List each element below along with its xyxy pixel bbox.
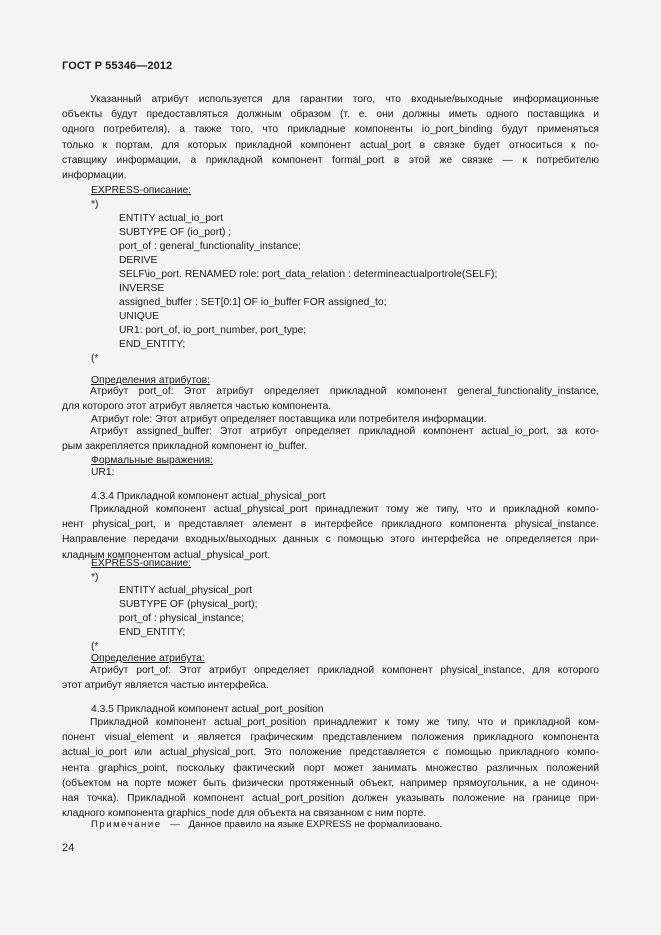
text-line: ставщику информации, а прикладной компонент formal_port в этой же связке — к потребителю [62, 154, 599, 166]
text-line: понент visual_element и является графическим представлением положения прикладного компонента [62, 732, 599, 744]
note-label: Примечание [91, 819, 162, 830]
code-line: UNIQUE [119, 311, 160, 322]
text-line: рым закрепляется прикладной компонент io_buffer. [62, 441, 308, 452]
section-title: Прикладной компонент actual_port_position [116, 704, 324, 715]
code-line: INVERSE [119, 283, 165, 294]
text-line: этот атрибут является частью интерфейса. [62, 680, 269, 692]
text-line: нент physical_port, и представляет элемент в интерфейсе прикладного компонента physical_instance. [62, 519, 599, 531]
attributes-heading: Определения атрибутов: [91, 375, 210, 386]
code-line: SUBTYPE OF (io_port) ; [119, 227, 232, 238]
section-number: 4.3.4 [91, 491, 114, 502]
express-heading: EXPRESS-описание: [91, 558, 192, 569]
code-line: END_ENTITY; [119, 339, 186, 350]
code-line: assigned_buffer : SET[0:1] OF io_buffer FOR assigned_to; [119, 297, 387, 308]
intro-paragraph [62, 92, 599, 183]
express-open: *) [91, 199, 99, 210]
text-line: ная точка). Прикладной компонент actual_port_position должен указывать положение на границе при- [62, 793, 599, 805]
section-435-body [62, 715, 599, 821]
text-line: объекты будут предоставляться должным образом (т. е. они должны иметь одного поставщика и [62, 109, 599, 121]
express-close: (* [91, 641, 99, 652]
code-line: port_of : general_functionality_instance; [119, 241, 302, 252]
text-line: Атрибут port_of: Этот атрибут определяет прикладной компонент physical_instance, для которого [90, 665, 599, 676]
attr-role: Атрибут role: Этот атрибут определяет поставщика или потребителя информации. [91, 414, 487, 425]
text-line: кладного компонента graphics_node для объекта на связанном с ним порте. [62, 808, 427, 820]
section-title: Прикладной компонент actual_physical_port [116, 491, 326, 502]
formal-expressions-heading: Формальные выражения: [91, 455, 213, 466]
code-line: DERIVE [119, 255, 158, 266]
code-line: UR1: port_of, io_port_number, port_type; [119, 325, 307, 336]
express-open: *) [91, 572, 99, 583]
attr-port-of [62, 384, 599, 414]
section-number: 4.3.5 [91, 704, 114, 715]
attr-assigned-buffer [62, 424, 599, 454]
formal-ur1: UR1: [91, 467, 115, 478]
text-line: информации. [62, 170, 127, 182]
express-close: (* [91, 353, 99, 364]
page-number: 24 [62, 842, 75, 854]
text-line: одного потребителя), а также того, что прикладные компоненты io_port_binding будут применяться [62, 124, 599, 136]
text-line: Атрибут assigned_buffer: Этот атрибут определяет прикладной компонент actual_io_port, за кото- [90, 426, 599, 437]
text-line: (объектом на порте может быть физически протяженный объект, например прямоугольник, а не одиноч- [62, 777, 599, 789]
note [91, 818, 442, 832]
text-line: Прикладной компонент actual_port_position принадлежит к тому же типу, что и прикладной ком- [90, 717, 599, 728]
code-line: ENTITY actual_io_port [119, 213, 223, 224]
text-line: Указанный атрибут используется для гарантии того, что входные/выходные информационные [90, 94, 599, 105]
text-line: только к портам, для которых прикладной компонент actual_port в связке будет относиться к по- [62, 139, 599, 151]
section-434-body [62, 502, 599, 563]
text-line: Атрибут port_of: Этот атрибут определяет прикладной компонент general_functionality_instance, [90, 386, 599, 397]
attribute-definition-heading: Определение атрибута: [91, 653, 205, 664]
code-line: port_of : physical_instance; [119, 613, 244, 624]
document-header: ГОСТ Р 55346—2012 [62, 60, 173, 72]
text-line: Прикладной компонент actual_physical_port принадлежит тому же типу, что и прикладной компо- [90, 504, 599, 515]
code-line: SUBTYPE OF (physical_port); [119, 599, 258, 610]
code-line: END_ENTITY; [119, 627, 186, 638]
text-line: нента graphics_point, поскольку фактический порт может занимать множество различных положений [62, 762, 599, 774]
note-dash: — [170, 819, 180, 830]
text-line: кладным компонентом actual_physical_port. [62, 549, 271, 561]
text-line: для которого этот атрибут является частью компонента. [62, 401, 332, 412]
text-line: Направление передачи входных/выходных данных с помощью этого интерфейса не определяется при- [62, 534, 599, 546]
text-line: actual_io_port или actual_physical_port. Это положение представляется с помощью прикладного компо- [62, 747, 599, 759]
section-434-attr [62, 663, 599, 693]
code-line: ENTITY actual_physical_port [119, 585, 253, 596]
note-text: Данное правило на языке EXPRESS не формализовано. [188, 819, 443, 830]
code-line: SELF\io_port. RENAMED role: port_data_relation : determineactualportrole(SELF); [119, 269, 498, 280]
express-heading: EXPRESS-описание: [91, 185, 192, 196]
